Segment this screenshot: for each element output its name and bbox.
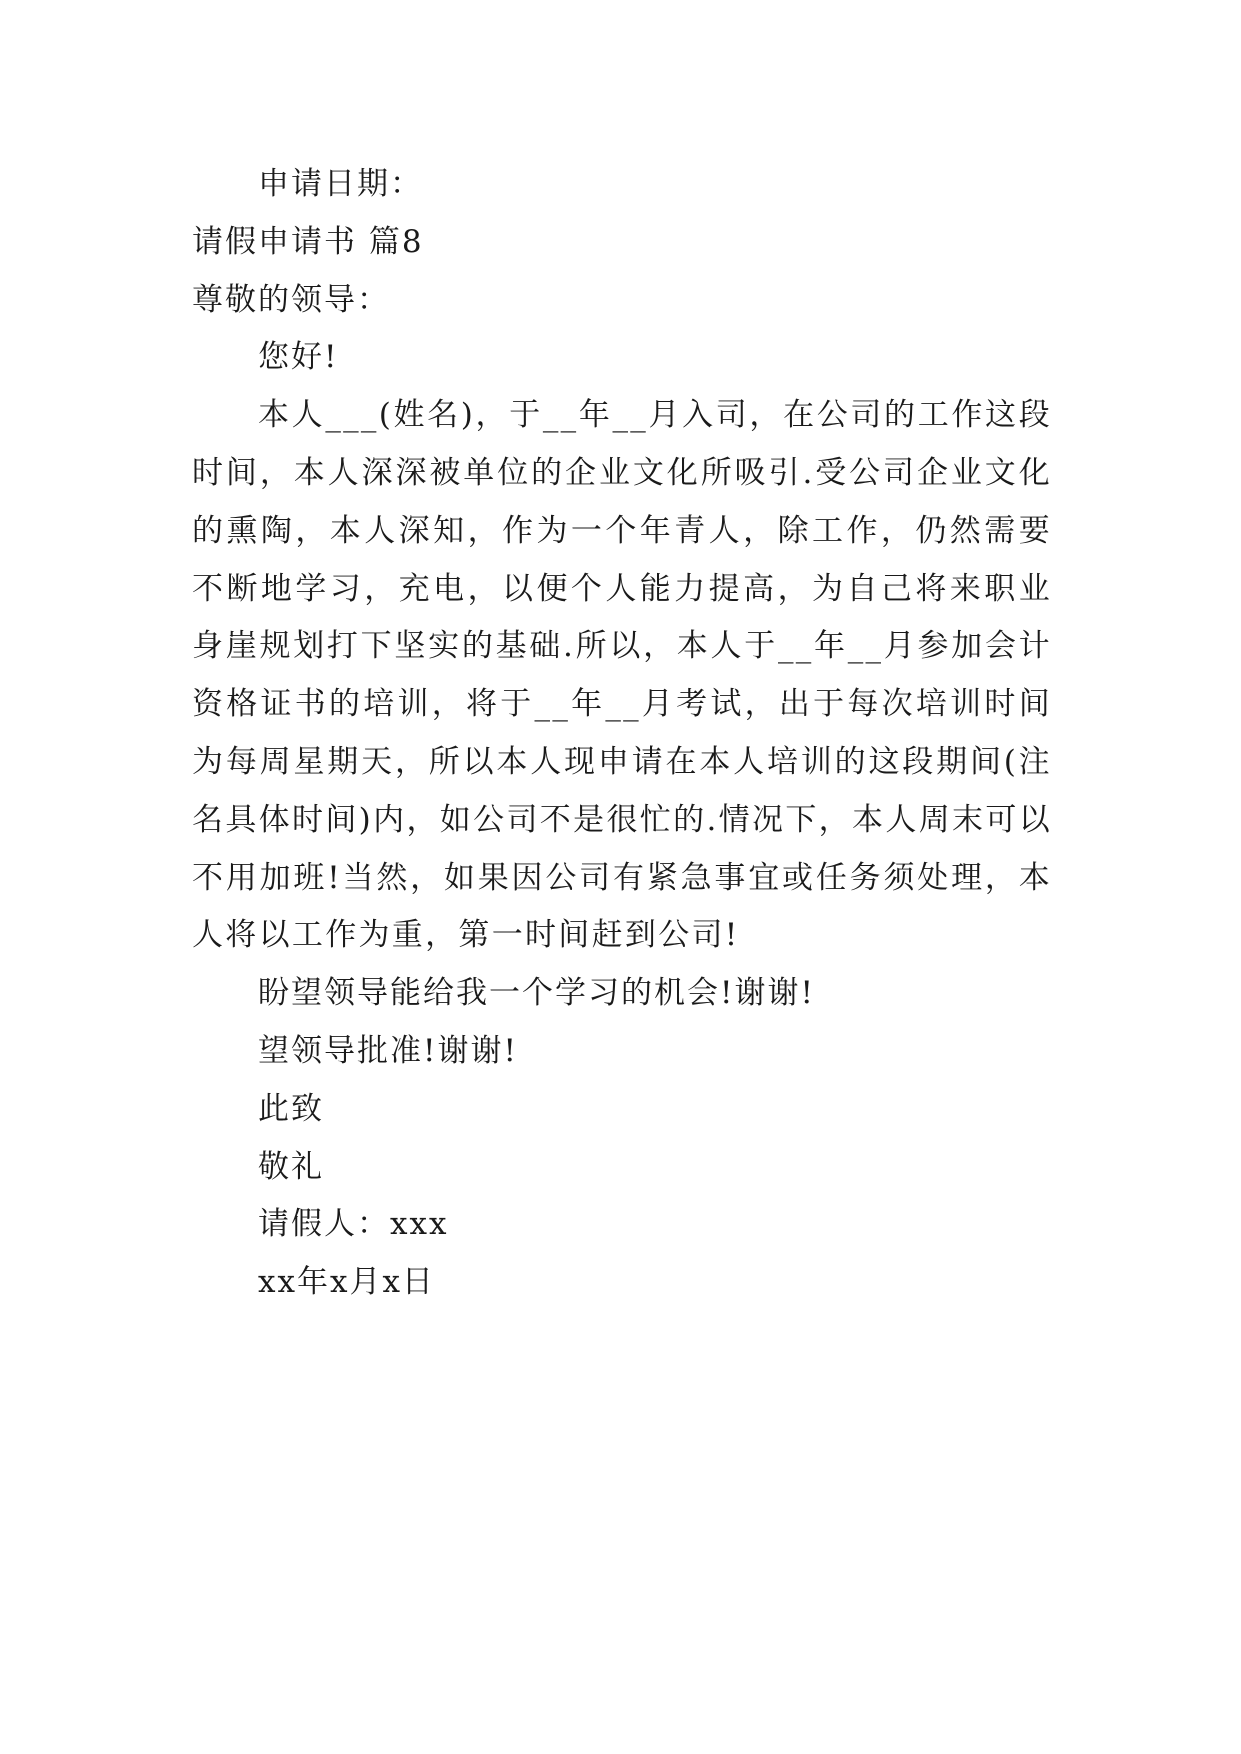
signature-date: xx年x月x日 bbox=[258, 1264, 435, 1301]
approve-line: 望领导批准!谢谢! bbox=[258, 1032, 518, 1069]
section-title: 请假申请书 篇8 bbox=[192, 223, 424, 260]
closing-line-1: 此致 bbox=[258, 1090, 324, 1127]
letter-body bbox=[192, 156, 1052, 1312]
hope-line: 盼望领导能给我一个学习的机会!谢谢! bbox=[258, 975, 815, 1012]
closing-line-2: 敬礼 bbox=[258, 1148, 324, 1185]
applicant-signature: 请假人：xxx bbox=[258, 1206, 449, 1243]
greeting: 您好! bbox=[258, 339, 339, 376]
apply-date-label: 申请日期： bbox=[258, 166, 423, 202]
salutation: 尊敬的领导： bbox=[192, 281, 390, 318]
body-paragraph: 本人___(姓名)，于__年__月入司，在公司的工作这段时间，本人深深被单位的企业文化所吸引.受公司企业文化的熏陶，本人深知，作为一个年青人，除工作，仍然需要不断地学习，充电，以便个人能力提高，为自己将来职业身崖规划打下坚实的基础.所以，本人于__年__月参加会计资格证书的培训，将于__年__月考试，出于每次培训时间为每周星期天，所以本人现申请在本人培训的这段期间(注名具体时间)内，如公司不是很忙的.情况下，本人周末可以不用加班!当然，如果因公司有紧急事宜或任务须处理，本人将以工作为重，第一时间赶到公司! bbox=[192, 397, 1052, 954]
